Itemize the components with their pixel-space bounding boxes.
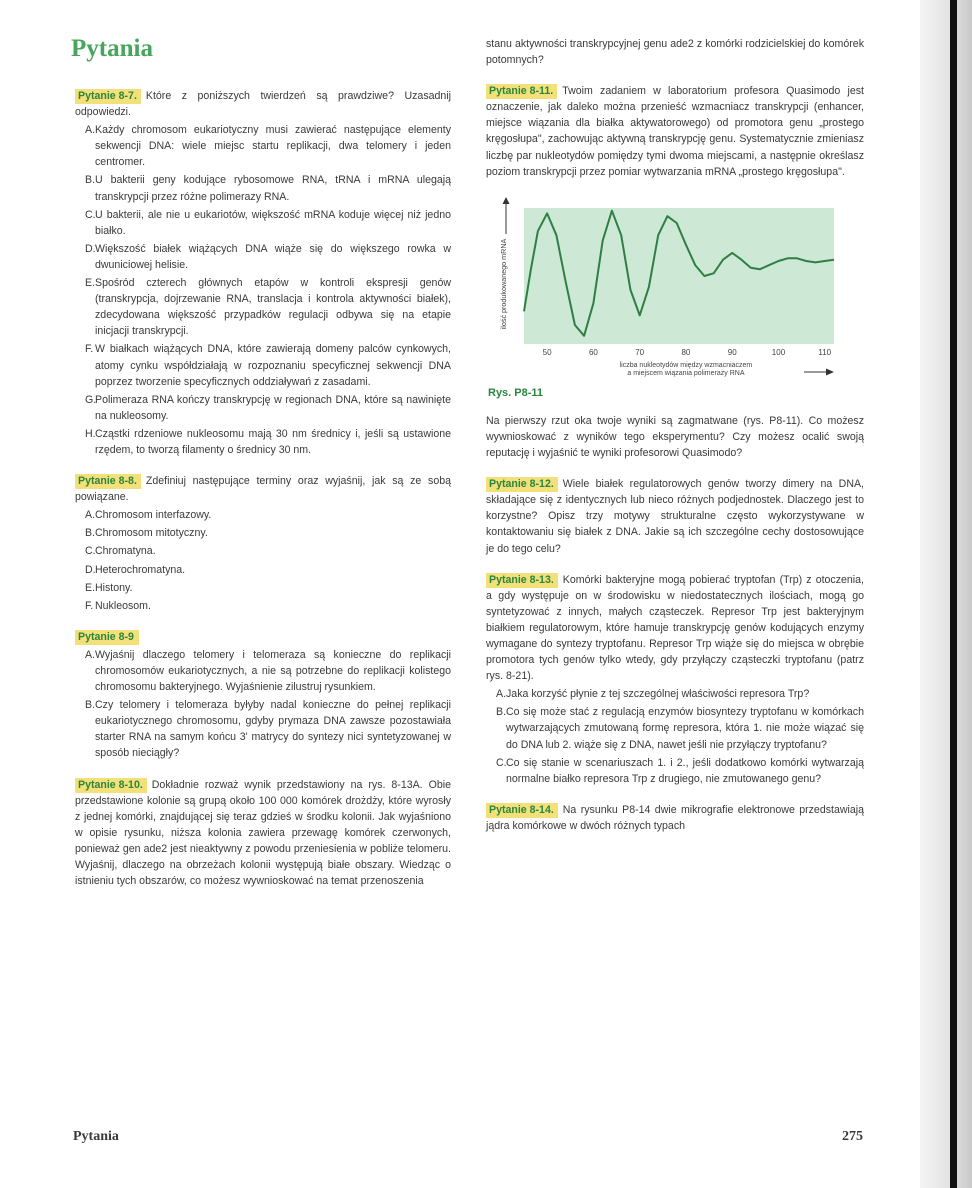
y-axis-label: ilość produkowanego mRNA (499, 238, 508, 330)
question-8-14 (486, 802, 864, 834)
question-text: Twoim zadaniem w laboratorium profesora Quasimodo jest oznaczenie, jak daleko można przenieść wzmacniacz transkrypcji (enhancer, miejsce wiązania dla białka aktywatorowego) od promotora genu „prostego kręgosłupa", zachowując aktywną transkrypcję genu. Systematycznie zmieniasz liczbę par nukleotydów pomiędzy tymi dwoma miejscami, a następnie określasz poziom transkrypcji przez pomiar wytwarzania mRNA „prostego kręgosłupa". (486, 85, 864, 178)
item-text: Chromosom interfazowy. (95, 509, 212, 522)
item-mark: E. (85, 581, 96, 594)
item-text: Nukleosom. (95, 599, 151, 612)
answer-list (75, 647, 451, 762)
question-followup: Na pierwszy rzut oka twoje wyniki są zagmatwane (rys. P8-11). Co możesz wywnioskować z wyników tego eksperymentu? Czy możesz ocalić swoją reputację i wyjaśnić te wyniki profesorowi Quasimodo? (486, 414, 864, 460)
list-item (75, 241, 451, 273)
page-edge-bar (950, 0, 957, 1188)
right-column (486, 36, 864, 849)
page-edge-shadow (920, 0, 972, 1188)
item-mark: D. (85, 242, 96, 255)
item-mark: A. (85, 124, 96, 137)
x-tick-label: 90 (727, 347, 737, 357)
list-item (75, 598, 451, 614)
x-tick-label: 100 (771, 347, 786, 357)
question-tag: Pytanie 8-13. (486, 573, 558, 588)
item-text: Cząstki rdzeniowe nukleosomu mają 30 nm średnicy i, jeśli są ustawione rzędem, to tworzą filamenty o średnicy 30 nm. (95, 427, 451, 456)
list-item (75, 507, 451, 523)
item-mark: A. (496, 688, 507, 701)
item-text: Każdy chromosom eukariotyczny musi zawierać następujące elementy sekwencji DNA: wiele miejsc startu replikacji, dwa telomery i jeden centromer. (95, 124, 451, 169)
item-mark: E. (85, 277, 96, 290)
question-tag: Pytanie 8-12. (486, 477, 558, 492)
item-text: Chromosom mitotyczny. (95, 527, 208, 540)
question-text: Które z poniższych twierdzeń są prawdziwe? Uzasadnij odpowiedzi. (75, 90, 451, 119)
question-8-12 (486, 476, 864, 556)
question-tag: Pytanie 8-14. (486, 803, 558, 818)
question-8-7 (75, 88, 451, 458)
item-mark: G. (85, 393, 97, 406)
footer-section-title: Pytania (73, 1129, 119, 1144)
list-item (75, 525, 451, 541)
item-mark: C. (85, 208, 96, 221)
question-8-8 (75, 473, 451, 614)
list-item (75, 426, 451, 458)
list-item (75, 543, 451, 559)
item-mark: F. (85, 343, 94, 356)
list-item (75, 275, 451, 339)
question-text: Komórki bakteryjne mogą pobierać tryptofan (Trp) z otoczenia, a gdy występuje on w środowisku w niedostatecznych ilościach, mogą go syntetyzować z innych, małych cząsteczek. Represor Trp jest bakteryjnym białkiem regulatorowym, które hamuje transkrypcję genów kodujących enzymy wymagane do syntezy tryptofanu. Represor Trp wiąże się do miejsca w obrębie promotora tych genów tylko wtedy, gdy przyłączy cząsteczki tryptofanu (patrz rys. 8-21). (486, 573, 864, 683)
question-text: Na rysunku P8-14 dwie mikrografie elektronowe przedstawiają jądra komórkowe w dwóch różnych typach (486, 803, 864, 832)
question-8-11 (486, 83, 864, 461)
item-mark: B. (85, 527, 96, 540)
item-mark: C. (85, 545, 96, 558)
item-text: Heterochromatyna. (95, 563, 186, 576)
item-text: Polimeraza RNA kończy transkrypcję w regionach DNA, które są nawinięte na nukleosomy. (95, 393, 451, 422)
list-item (486, 704, 864, 752)
question-8-9 (75, 629, 451, 762)
item-text: Czy telomery i telomeraza byłyby nadal konieczne do pełnej replikacji eukariotycznego chromosomu, gdyby prymaza DNA zawsze pozostawiała starter RNA na samym końcu 3' matrycy do syntezy nici syntetyzowanej w sposób nieciągły? (95, 699, 451, 760)
question-text: Zdefiniuj następujące terminy oraz wyjaśnij, jak są ze sobą powiązane. (75, 475, 451, 504)
question-tag: Pytanie 8-10. (75, 778, 147, 793)
x-tick-label: 110 (818, 347, 832, 357)
item-text: Jaka korzyść płynie z tej szczególnej właściwości represora Trp? (506, 688, 810, 701)
list-item (75, 341, 451, 389)
item-mark: D. (85, 563, 96, 576)
answer-list (486, 686, 864, 787)
question-tag: Pytanie 8-9 (75, 630, 139, 645)
list-item (75, 580, 451, 596)
question-8-10-continuation (486, 36, 864, 68)
x-axis-label-line1: liczba nukleotydów między wzmacniaczem (619, 361, 753, 369)
item-mark: A. (85, 509, 96, 522)
y-axis-arrow-head (503, 197, 510, 204)
list-item (486, 755, 864, 787)
item-text: Spośród czterech głównych etapów w kontroli ekspresji genów (transkrypcja, dojrzewanie RNA, translacja i kontrola aktywności białek), zdecydowana większość przypadków regulacji odbywa się na etapie inicjacji transkrypcji. (95, 277, 451, 338)
question-tag: Pytanie 8-11. (486, 84, 557, 99)
list-item (75, 207, 451, 239)
question-text: Dokładnie rozważ wynik przedstawiony na rys. 8-13A. Obie przedstawione kolonie są grupą około 100 000 komórek drożdży, które wyrosły z jednej komórki, znajdującej się teraz gdzieś w środku kolonii. Jak wyjaśniono w opisie rysunku, niższa kolonia zawiera przewagę komórek czerwonych, ponieważ gen ade2 jest nieaktywny z powodu przeniesienia w pobliże telomeru. Wyjaśnij, dlaczego na obrzeżach kolonii występują białe obszary. Wiedząc o istnieniu tych obszarów, co możesz wywnioskować na temat przenoszenia (75, 778, 451, 888)
x-axis-arrow-head (826, 368, 834, 375)
list-item (75, 122, 451, 170)
x-tick-label: 50 (542, 347, 552, 357)
question-text: Wiele białek regulatorowych genów tworzy dimery na DNA, składające się z identycznych lub nieco różnych podjednostek. Dlaczego jest to korzystne? Opisz trzy motywy strukturalne często wykorzystywane w kontaktowaniu się białek z DNA. Jakie są ich szczególne cechy dostosowujące je do tego celu? (486, 478, 864, 555)
figure-p8-11 (496, 196, 856, 381)
list-item (75, 697, 451, 761)
item-text: U bakterii, ale nie u eukariotów, większość mRNA koduje więcej niż jedno białko. (95, 208, 451, 237)
mrna-chart (496, 196, 856, 381)
item-mark: A. (85, 648, 96, 661)
list-item (75, 392, 451, 424)
item-mark: C. (496, 756, 507, 769)
list-item (75, 172, 451, 204)
figure-caption: Rys. P8-11 (488, 386, 544, 399)
item-text: Chromatyna. (95, 545, 156, 558)
x-tick-label: 70 (635, 347, 645, 357)
item-text: Co się stanie w scenariuszach 1. i 2., jeśli dodatkowo komórki wytwarzają normalne białko represora Trp z drugiego, nie zmutowanego genu? (506, 756, 864, 785)
list-item (486, 686, 864, 702)
x-tick-label: 80 (681, 347, 691, 357)
question-8-10 (75, 777, 451, 890)
list-item (75, 647, 451, 695)
page-number: 275 (842, 1129, 863, 1144)
item-text: Większość białek wiążących DNA wiąże się do większego rowka w dwuniciowej helisie. (95, 242, 451, 271)
list-item (75, 562, 451, 578)
x-axis-label-line2: a miejscem wiązania polimerazy RNA (627, 369, 745, 377)
question-8-13 (486, 572, 864, 787)
item-mark: H. (85, 427, 96, 440)
item-text: U bakterii geny kodujące rybosomowe RNA, tRNA i mRNA ulegają transkrypcji przez różne polimerazy RNA. (95, 174, 451, 203)
item-text: W białkach wiążących DNA, które zawierają domeny palców cynkowych, atomy cynku współdziałają w rozpoznaniu specyficznej sekwencji DNA poprzez tworzenie specyficznych oddziaływań z zasadami. (95, 343, 451, 388)
item-text: Wyjaśnij dlaczego telomery i telomeraza są konieczne do replikacji chromosomów eukariotycznych, a nie są potrzebne do replikacji kolistego chromosomu bakteryjnego. Wyjaśnienie zilustruj rysunkiem. (95, 648, 451, 694)
item-text: Histony. (95, 581, 133, 594)
item-mark: B. (85, 174, 96, 187)
item-mark: B. (85, 699, 96, 712)
answer-list (75, 507, 451, 614)
item-mark: F. (85, 599, 94, 612)
question-tag: Pytanie 8-8. (75, 474, 141, 489)
item-mark: B. (496, 706, 507, 719)
left-column (75, 88, 451, 904)
continuation-text: stanu aktywności transkrypcyjnej genu ade2 z komórki rodzicielskiej do komórek potomnych? (486, 38, 864, 67)
question-tag: Pytanie 8-7. (75, 89, 141, 104)
answer-list (75, 122, 451, 458)
item-text: Co się może stać z regulacją enzymów biosyntezy tryptofanu w komórkach wytwarzających zmutowaną formę represora, która 1. nie może wiązać się do DNA lub 2. wiąże się z DNA, nawet jeśli nie przyłączy tryptofanu? (506, 706, 864, 751)
x-tick-label: 60 (588, 347, 598, 357)
page-heading: Pytania (71, 35, 153, 62)
